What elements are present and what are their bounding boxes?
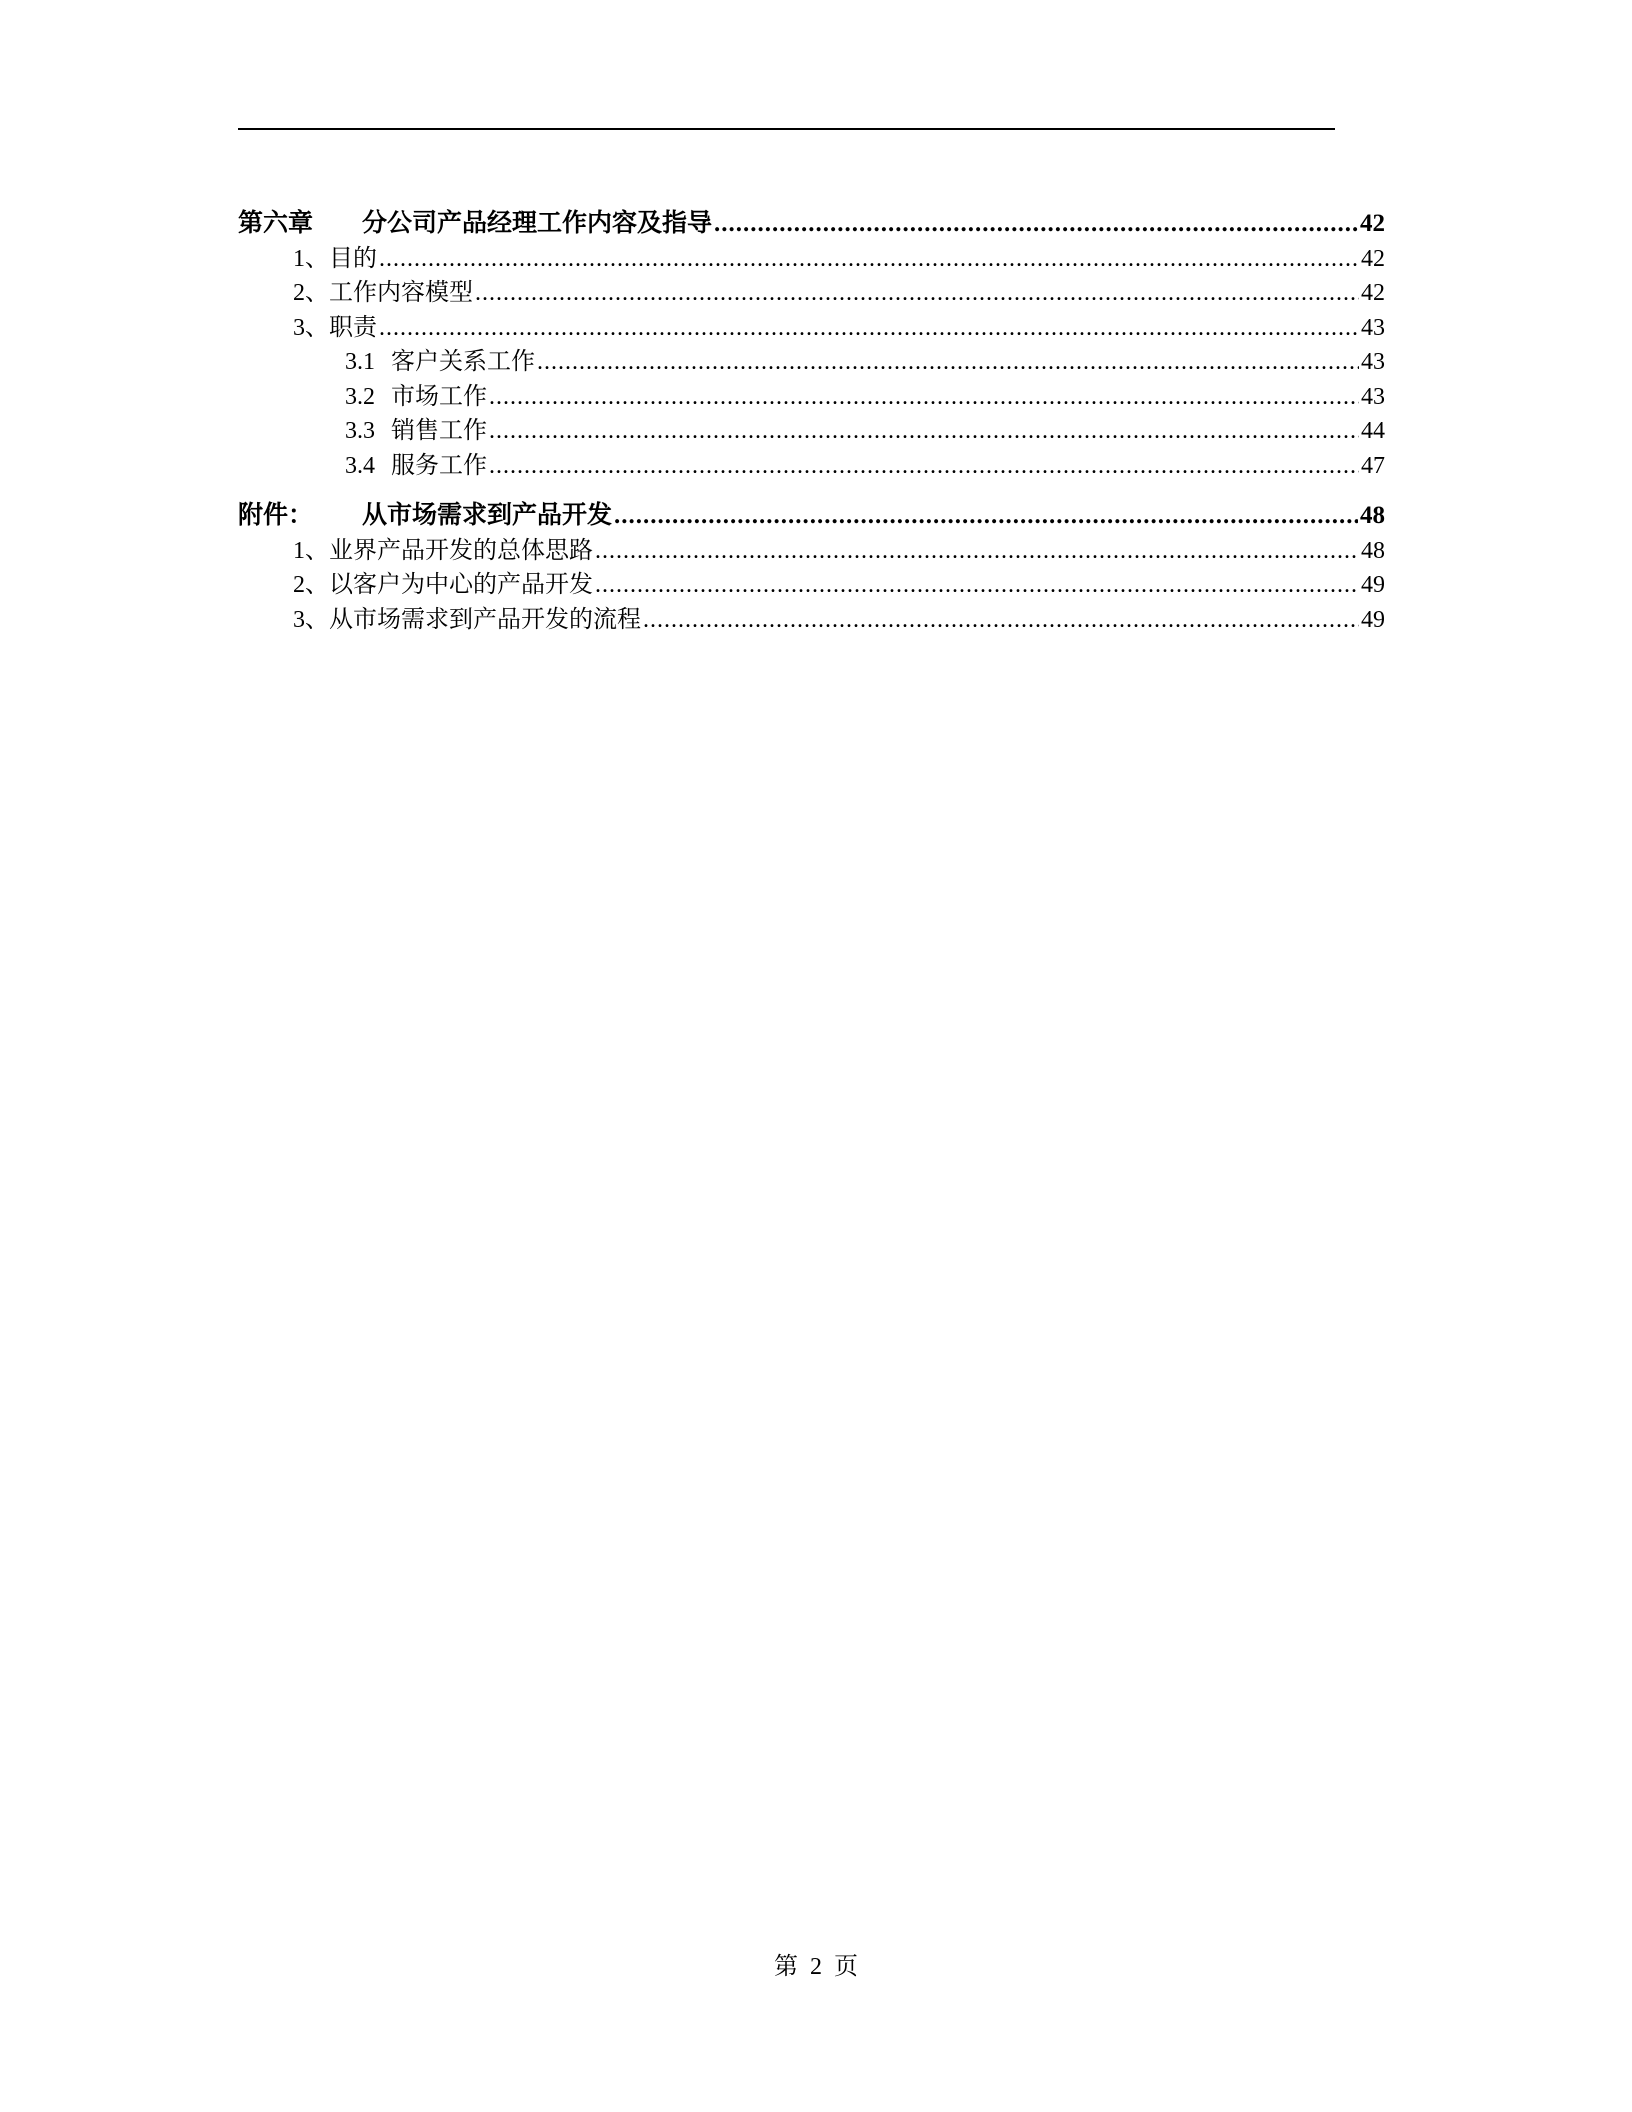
toc-entry-page: 42 [1361, 245, 1385, 272]
toc-entry-page: 43 [1361, 349, 1385, 375]
toc-entry-title: 目的 [329, 245, 377, 272]
footer-page-number: 2 [810, 1954, 822, 1980]
toc-dot-leader [595, 568, 1359, 603]
toc-entry-title: 客户关系工作 [391, 349, 535, 375]
toc-dot-leader [714, 207, 1358, 242]
footer-suffix: 页 [834, 1954, 858, 1980]
toc-entry-industry-approach[interactable] [238, 534, 1385, 569]
toc-entry-title: 职责 [329, 314, 377, 341]
toc-entry-chapter-6[interactable] [238, 207, 1385, 242]
toc-entry-work-model[interactable] [238, 276, 1385, 311]
toc-entry-title: 服务工作 [391, 452, 487, 479]
toc-dot-leader [489, 414, 1359, 449]
footer-prefix: 第 [774, 1954, 798, 1980]
toc-entry-title: 销售工作 [391, 418, 487, 444]
toc-entry-sales-work[interactable] [238, 414, 1385, 449]
toc-dot-leader [595, 534, 1359, 569]
toc-entry-title: 从市场需求到产品开发的流程 [329, 606, 641, 633]
toc-entry-page: 49 [1361, 572, 1385, 598]
toc-entry-page: 44 [1361, 418, 1385, 444]
toc-dot-leader [614, 499, 1358, 534]
toc-entry-page: 42 [1361, 280, 1385, 306]
toc-entry-page: 43 [1361, 383, 1385, 410]
toc-entry-page: 42 [1360, 210, 1385, 237]
toc-entry-page: 49 [1361, 606, 1385, 633]
toc-entry-number: 2、 [293, 572, 329, 598]
toc-entry-number: 第六章 [238, 210, 314, 237]
toc-entry-page: 43 [1361, 314, 1385, 341]
toc-entry-number: 1、 [293, 537, 329, 564]
toc-entry-page: 48 [1360, 502, 1385, 529]
toc-dot-leader [475, 276, 1359, 311]
toc-entry-number: 1、 [293, 245, 329, 272]
toc-entry-page: 47 [1361, 452, 1385, 479]
toc-dot-leader [537, 345, 1359, 380]
toc-entry-title: 分公司产品经理工作内容及指导 [362, 210, 713, 237]
toc-entry-purpose[interactable] [238, 242, 1385, 277]
toc-entry-customer-relations[interactable] [238, 345, 1385, 380]
page-footer [0, 1946, 1632, 1981]
toc-entry-process[interactable] [238, 603, 1385, 638]
toc-entry-page: 48 [1361, 537, 1385, 564]
toc-entry-number: 2、 [293, 280, 329, 306]
toc-dot-leader [643, 603, 1359, 638]
toc-entry-number: 3.1 [345, 349, 375, 375]
toc-entry-appendix[interactable] [238, 499, 1385, 534]
toc-entry-title: 业界产品开发的总体思路 [329, 537, 593, 564]
toc-dot-leader [489, 380, 1359, 415]
toc-entry-customer-centric[interactable] [238, 568, 1385, 603]
toc-entry-number: 3.3 [345, 418, 375, 444]
toc-entry-title: 从市场需求到产品开发 [362, 502, 613, 529]
toc-entry-title: 市场工作 [391, 383, 487, 410]
toc-entry-number: 附件： [238, 502, 314, 529]
header-rule [238, 128, 1335, 130]
toc-entry-duties[interactable] [238, 311, 1385, 346]
toc-dot-leader [489, 449, 1359, 484]
toc-entry-number: 3.4 [345, 452, 375, 479]
toc-dot-leader [379, 311, 1359, 346]
toc-entry-number: 3、 [293, 606, 329, 633]
toc-entry-number: 3.2 [345, 383, 375, 410]
toc-dot-leader [379, 242, 1359, 277]
toc-entry-number: 3、 [293, 314, 329, 341]
toc-entry-service-work[interactable] [238, 449, 1385, 484]
toc-entry-title: 工作内容模型 [329, 280, 473, 306]
toc-entry-market-work[interactable] [238, 380, 1385, 415]
table-of-contents [238, 207, 1385, 637]
toc-entry-title: 以客户为中心的产品开发 [329, 572, 593, 598]
